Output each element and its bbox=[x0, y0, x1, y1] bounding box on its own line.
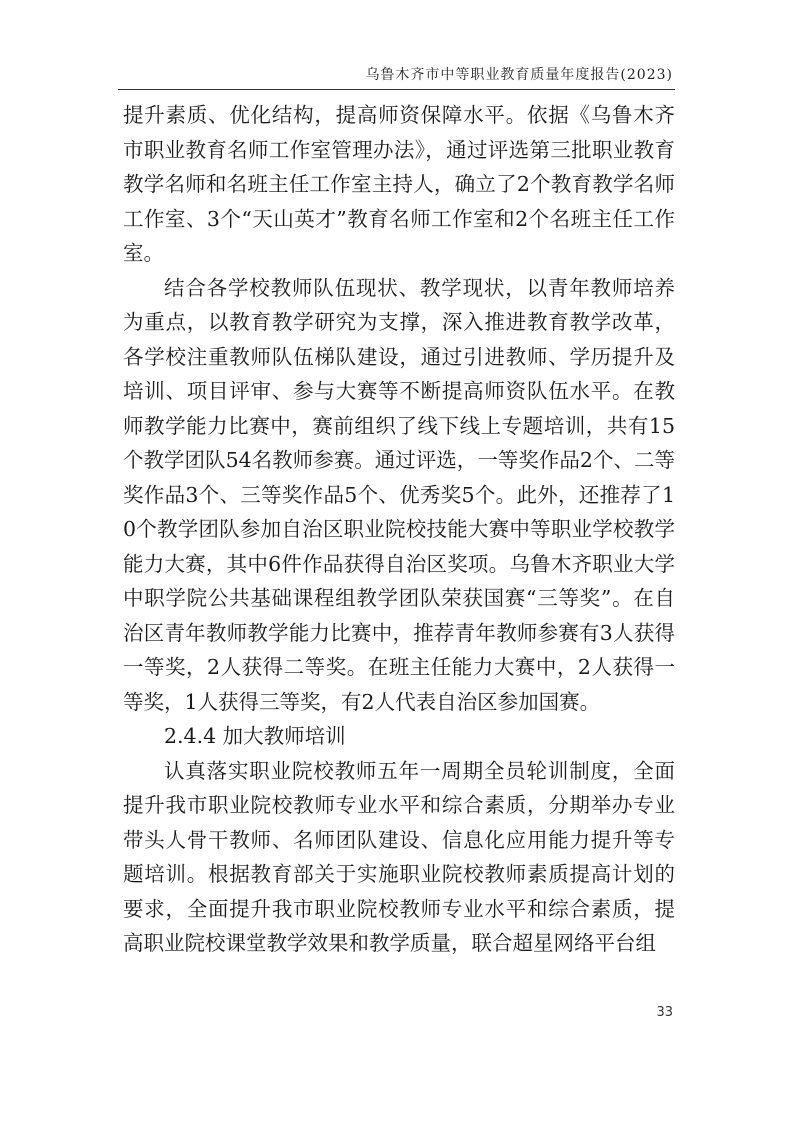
paragraph-faculty-structure: 提升素质、优化结构，提高师资保障水平。依据《乌鲁木齐市职业教育名师工作室管理办法》，通过评选第三批职业教育教学名师和名班主任工作室主持人，确立了2个教育教学名师工作室、3个“天山英才”教育名师工作室和2个名班主任工作室。 bbox=[123, 103, 675, 265]
report-body bbox=[123, 98, 675, 961]
paragraph-teacher-competitions: 结合各学校教师队伍现状、教学现状，以青年教师培养为重点，以教育教学研究为支撑，深入推进教育教学改革，各学校注重教师队伍梯队建设，通过引进教师、学历提升及培训、项目评审、参与大赛等不断提高师资队伍水平。在教师教学能力比赛中，赛前组织了线下线上专题培训，共有15个教学团队54名教师参赛。通过评选，一等奖作品2个、二等奖作品3个、三等奖作品5个、优秀奖5个。此外，还推荐了10个教学团队参加自治区职业院校技能大赛中等职业学校教学能力大赛，其中6件作品获得自治区奖项。乌鲁木齐职业大学中职学院公共基础课程组教学团队荣获国赛“三等奖”。在自治区青年教师教学能力比赛中，推荐青年教师参赛有3人获得一等奖，2人获得二等奖。在班主任能力大赛中，2人获得一等奖，1人获得三等奖，有2人代表自治区参加国赛。 bbox=[123, 275, 675, 714]
header-divider bbox=[118, 89, 675, 90]
running-header: 乌鲁木齐市中等职业教育质量年度报告(2023) bbox=[365, 67, 673, 83]
section-heading: 2.4.4 加大教师培训 bbox=[164, 724, 346, 748]
paragraph-teacher-training: 认真落实职业院校教师五年一周期全员轮训制度，全面提升我市职业院校教师专业水平和综合素质，分期举办专业带头人骨干教师、名师团队建设、信息化应用能力提升等专题培训。根据教育部关于实施职业院校教师素质提高计划的要求，全面提升我市职业院校教师专业水平和综合素质，提高职业院校课堂教学效果和教学质量，联合超星网络平台组 bbox=[123, 758, 675, 955]
page-number: 33 bbox=[656, 1005, 673, 1020]
